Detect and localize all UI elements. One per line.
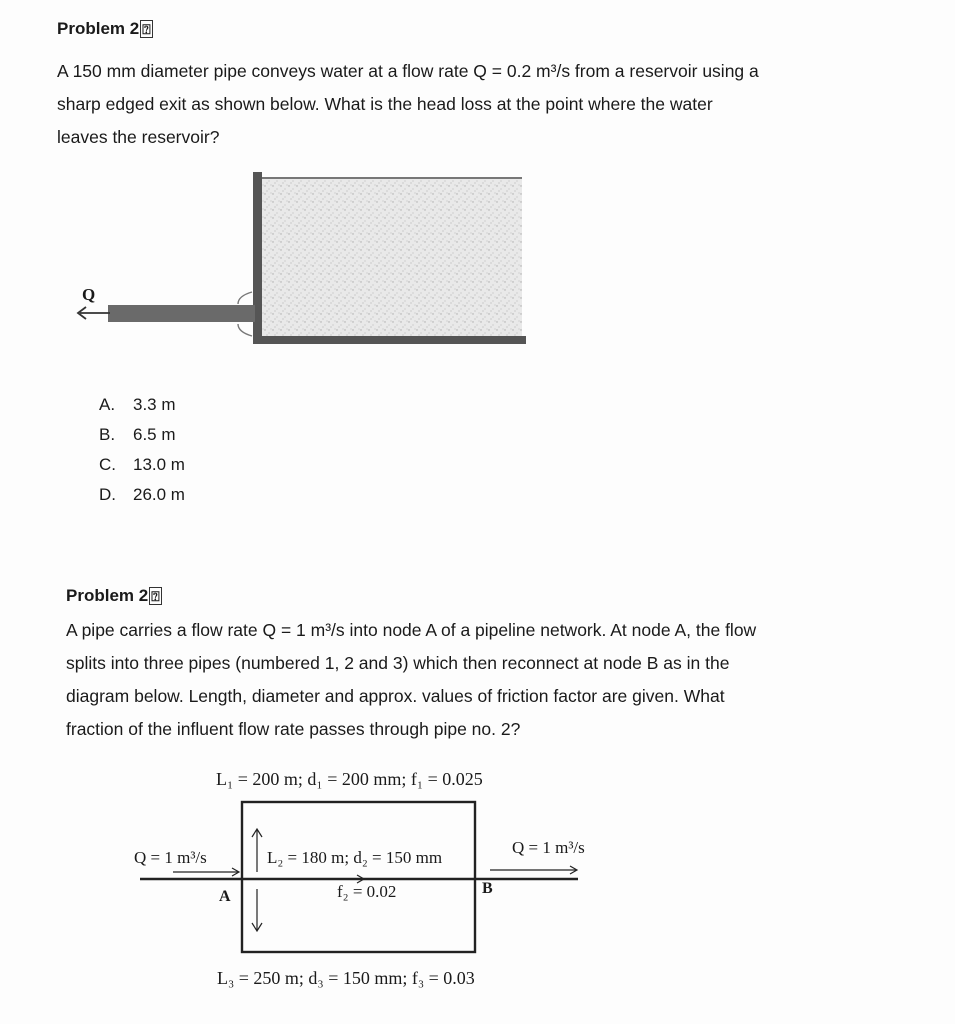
inflow-arrow-icon	[173, 868, 239, 876]
problem-2-line-3: diagram below. Length, diameter and approx. values of friction factor are given. What	[66, 686, 725, 706]
missing-glyph-icon: ⍰	[151, 588, 160, 604]
pipe-3-label: L₃ = 250 m; d₃ = 150 mm; f₃ = 0.03	[217, 968, 475, 988]
pipe-1-label: L₁ = 200 m; d₁ = 200 mm; f₁ = 0.025	[216, 769, 483, 789]
down-arrow-icon	[252, 889, 262, 931]
missing-glyph-icon: ⍰	[142, 21, 151, 37]
option-b-letter: B.	[99, 425, 116, 444]
problem-1-heading-text: Problem 2	[57, 19, 140, 38]
outflow-label: Q = 1 m³/s	[512, 838, 585, 857]
option-c-letter: C.	[99, 455, 116, 474]
option-a-text: 3.3 m	[133, 395, 176, 414]
problem-2-line-4: fraction of the influent flow rate passes through pipe no. 2?	[66, 719, 521, 739]
problem-2-heading-text: Problem 2	[66, 586, 149, 605]
problem-1-line-1: A 150 mm diameter pipe conveys water at a flow rate Q = 0.2 m³/s from a reservoir using a	[57, 61, 759, 81]
option-a-letter: A.	[99, 395, 116, 414]
inflow-label: Q = 1 m³/s	[134, 848, 207, 867]
option-b-text: 6.5 m	[133, 425, 176, 444]
problem-1-line-2: sharp edged exit as shown below. What is the head loss at the point where the water	[57, 94, 713, 114]
outflow-arrow-icon	[490, 866, 577, 874]
pipe-2-label-line-1: L₂ = 180 m; d₂ = 150 mm	[267, 848, 443, 867]
problem-1-line-3: leaves the reservoir?	[57, 127, 220, 147]
option-d-letter: D.	[99, 485, 116, 504]
up-arrow-icon	[252, 829, 262, 872]
problem-2-line-1: A pipe carries a flow rate Q = 1 m³/s into node A of a pipeline network. At node A, the flow	[66, 620, 757, 640]
option-c-text: 13.0 m	[133, 455, 185, 474]
option-d-text: 26.0 m	[133, 485, 185, 504]
node-a-label: A	[219, 888, 231, 905]
node-b-label: B	[482, 880, 493, 897]
problem-2-line-2: splits into three pipes (numbered 1, 2 and 3) which then reconnect at node B as in the	[66, 653, 730, 673]
pipe-loop	[242, 802, 475, 952]
flow-label-q: Q	[82, 285, 96, 304]
pipe-2-label-line-2: f₂ = 0.02	[337, 882, 397, 901]
